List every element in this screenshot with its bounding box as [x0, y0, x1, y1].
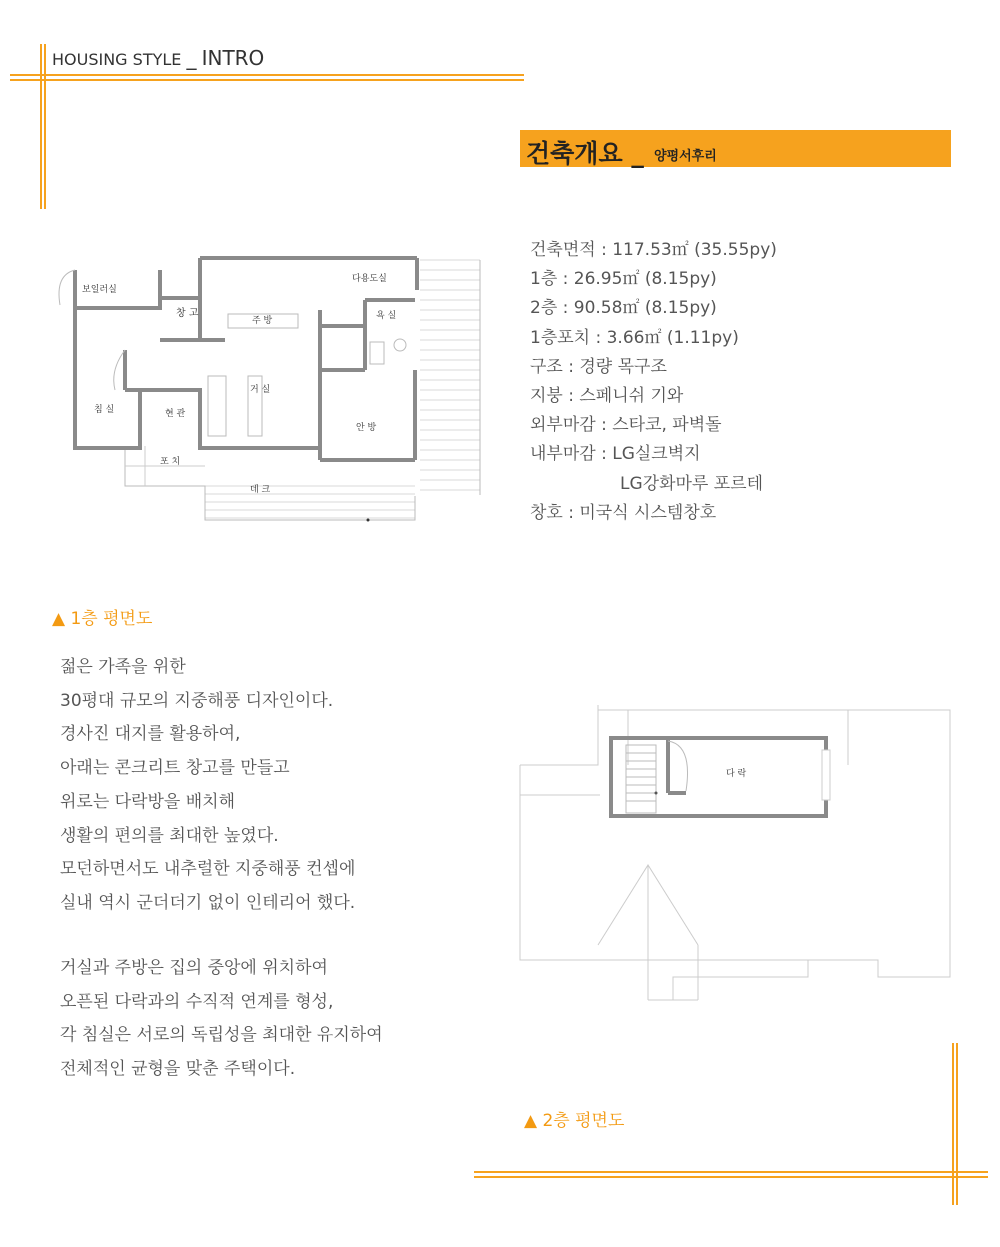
spec-item-floor1: 1층 : 26.95㎡ (8.15py): [530, 269, 717, 290]
paragraph-line: 모던하면서도 내추럴한 지중해풍 컨셉에: [60, 859, 356, 880]
spec-item-porch: 1층포치 : 3.66㎡ (1.11py): [530, 327, 739, 348]
frame-line-top-v2: [44, 44, 46, 209]
spec-item-area: 건축면적 : 117.53㎡ (35.55py): [530, 240, 777, 260]
spec-item-interior: 내부마감 : LG실크벽지: [530, 444, 701, 465]
frame-line-top-h1: [10, 74, 524, 76]
room-deck: 데 크: [250, 485, 271, 495]
frame-line-bottom-v1: [952, 1043, 954, 1205]
paragraph-line: 경사진 대지를 활용하여,: [60, 724, 241, 745]
spec-banner: [520, 130, 951, 167]
room-kitchen: 주 방: [252, 316, 273, 326]
deck-hatching: [205, 260, 480, 518]
spec-list: [530, 236, 777, 528]
floor2-caption: ▲ 2층 평면도: [524, 1111, 625, 1131]
room-attic: 다 락: [726, 769, 747, 779]
paragraph-line: 각 침실은 서로의 독립성을 최대한 유지하여: [60, 1025, 383, 1046]
room-entrance: 현 관: [165, 409, 186, 419]
paragraph-line: 30평대 규모의 지중해풍 디자인이다.: [60, 690, 334, 711]
frame-line-bottom-v2: [956, 1043, 958, 1205]
spec-item-floor2: 2층 : 90.58㎡ (8.15py): [530, 298, 717, 319]
spec-item-roof: 지붕 : 스페니쉬 기와: [530, 386, 684, 407]
paragraph-line: 위로는 다락방을 배치해: [60, 791, 236, 812]
paragraph-line: 생활의 편의를 최대한 높였다.: [60, 825, 279, 846]
section-header: [52, 46, 264, 70]
header-label: HOUSING STYLE: [52, 50, 182, 69]
spec-location: 양평서후리: [654, 149, 717, 164]
frame-line-bottom-h2: [474, 1176, 988, 1178]
spec-item-windows: 창호 : 미국식 시스템창호: [530, 502, 717, 523]
paragraph-line: 오픈된 다락과의 수직적 연계를 형성,: [60, 991, 334, 1012]
spec-heading: 건축개요 _: [526, 139, 644, 168]
floor-plan-1: [50, 250, 490, 530]
spec-item-interior-floor: LG강화마루 포르테: [620, 473, 764, 494]
floor-plan-2: [518, 705, 953, 1005]
room-bath: 욕 실: [376, 311, 397, 321]
room-bedroom: 침 실: [94, 405, 115, 415]
header-title: INTRO: [201, 46, 265, 70]
spec-item-structure: 구조 : 경량 목구조: [530, 356, 667, 377]
spec-item-exterior: 외부마감 : 스타코, 파벽돌: [530, 415, 722, 436]
description-paragraph-2: [60, 952, 383, 1087]
frame-line-top-v1: [40, 44, 42, 209]
header-separator: _: [186, 46, 197, 70]
room-living: 거 실: [250, 385, 271, 395]
room-master: 안 방: [356, 423, 377, 433]
room-boiler: 보일러실: [82, 285, 117, 295]
frame-line-bottom-h1: [474, 1171, 988, 1173]
room-utility: 다용도실: [352, 274, 387, 284]
description-paragraph-1: [60, 651, 355, 921]
paragraph-line: 젊은 가족을 위한: [60, 657, 186, 677]
paragraph-line: 거실과 주방은 집의 중앙에 위치하여: [60, 958, 328, 978]
floor1-caption: ▲ 1층 평면도: [52, 609, 153, 629]
paragraph-line: 실내 역시 군더더기 없이 인테리어 했다.: [60, 892, 356, 913]
room-porch: 포 치: [160, 457, 181, 467]
paragraph-line: 아래는 콘크리트 창고를 만들고: [60, 758, 290, 779]
paragraph-line: 전체적인 균형을 맞춘 주택이다.: [60, 1059, 296, 1080]
frame-line-top-h2: [10, 79, 524, 81]
room-storage: 창 고: [176, 308, 199, 319]
